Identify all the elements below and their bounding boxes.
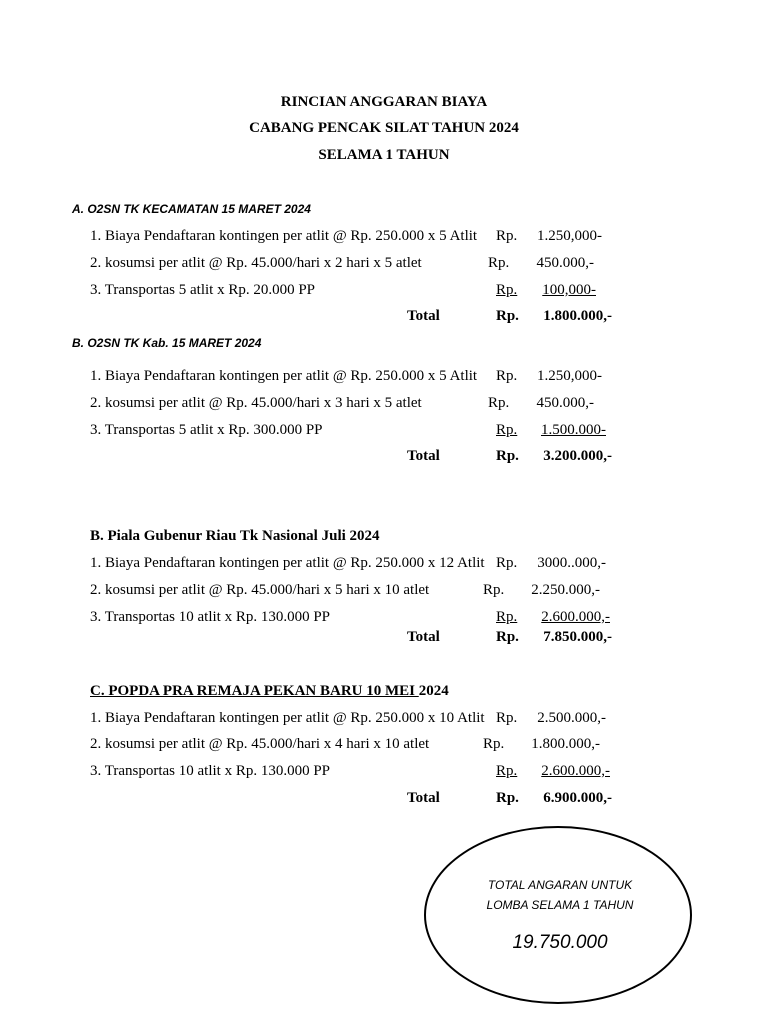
item-description: 1. Biaya Pendaftaran kontingen per atlit @ Rp. 250.000 x 12 Atlit: [90, 555, 485, 571]
item-description: 3. Transportas 10 atlit x Rp. 130.000 PP: [90, 763, 331, 779]
document-title-line-2: CABANG PENCAK SILAT TAHUN 2024: [249, 120, 519, 136]
document-title-line-3: SELAMA 1 TAHUN: [318, 147, 450, 163]
item-currency-underlined: Rp.: [496, 763, 518, 779]
item-description: 3. Transportas 5 atlit x Rp. 300.000 PP: [90, 422, 323, 438]
item-amount: 2.500.000,-: [537, 710, 606, 726]
document-title-line-1: RINCIAN ANGGARAN BIAYA: [280, 94, 488, 110]
grand-total-label-line-1: TOTAL ANGARAN UNTUK: [487, 878, 633, 892]
section-heading: [90, 683, 449, 700]
total-amount: 1.800.000,-: [543, 308, 612, 324]
item-description: 2. kosumsi per atlit @ Rp. 45.000/hari x 4 hari x 10 atlet: [90, 736, 430, 752]
item-amount: 3000..000,-: [537, 555, 606, 571]
total-currency: Rp.: [496, 308, 519, 324]
total-amount: 3.200.000,-: [543, 448, 612, 464]
item-currency: Rp.: [488, 255, 510, 271]
item-currency: Rp.: [483, 582, 505, 598]
item-amount: 1.250,000-: [537, 368, 602, 384]
section-heading: B. O2SN TK Kab. 15 MARET 2024: [72, 336, 262, 350]
item-description: 1. Biaya Pendaftaran kontingen per atlit @ Rp. 250.000 x 10 Atlit: [90, 710, 485, 726]
item-description: 3. Transportas 10 atlit x Rp. 130.000 PP: [90, 609, 331, 625]
item-amount: 2.250.000,-: [531, 582, 600, 598]
total-amount: 7.850.000,-: [543, 629, 612, 645]
item-currency: Rp.: [496, 555, 518, 571]
grand-total-ellipse: [424, 826, 692, 1004]
item-description: 2. kosumsi per atlit @ Rp. 45.000/hari x 3 hari x 5 atlet: [90, 395, 422, 411]
section-heading: A. O2SN TK KECAMATAN 15 MARET 2024: [72, 202, 311, 216]
item-currency: Rp.: [496, 368, 518, 384]
item-currency-underlined: Rp.: [496, 609, 518, 625]
item-amount: 1.500.000-: [541, 422, 606, 438]
item-description: 2. kosumsi per atlit @ Rp. 45.000/hari x 5 hari x 10 atlet: [90, 582, 430, 598]
total-label: Total: [407, 629, 440, 645]
section-heading: B. Piala Gubenur Riau Tk Nasional Juli 2024: [90, 528, 380, 544]
grand-total-amount: 19.750.000: [512, 932, 608, 953]
item-currency-underlined: Rp.: [496, 282, 518, 298]
total-label: Total: [407, 308, 440, 324]
total-currency: Rp.: [496, 448, 519, 464]
item-description: 3. Transportas 5 atlit x Rp. 20.000 PP: [90, 282, 316, 298]
item-amount: 100,000-: [542, 282, 596, 298]
total-label: Total: [407, 790, 440, 806]
total-label: Total: [407, 448, 440, 464]
item-currency: Rp.: [496, 228, 518, 244]
item-description: 2. kosumsi per atlit @ Rp. 45.000/hari x 2 hari x 5 atlet: [90, 255, 422, 271]
item-amount: 2.600.000,-: [541, 609, 610, 625]
item-amount: 450.000,-: [536, 255, 594, 271]
total-currency: Rp.: [496, 790, 519, 806]
total-currency: Rp.: [496, 629, 519, 645]
section-heading-underlined-part: C. POPDA PRA REMAJA PEKAN BARU 10 MEI: [90, 683, 419, 699]
item-description: 1. Biaya Pendaftaran kontingen per atlit @ Rp. 250.000 x 5 Atlit: [90, 368, 478, 384]
item-amount: 2.600.000,-: [541, 763, 610, 779]
item-currency: Rp.: [488, 395, 510, 411]
item-amount: 1.800.000,-: [531, 736, 600, 752]
item-currency-underlined: Rp.: [496, 422, 518, 438]
item-amount: 450.000,-: [536, 395, 594, 411]
grand-total-label-line-2: LOMBA SELAMA 1 TAHUN: [486, 898, 634, 912]
item-amount: 1.250,000-: [537, 228, 602, 244]
item-currency: Rp.: [496, 710, 518, 726]
item-currency: Rp.: [483, 736, 505, 752]
section-heading-year: 2024: [418, 683, 449, 699]
total-amount: 6.900.000,-: [543, 790, 612, 806]
item-description: 1. Biaya Pendaftaran kontingen per atlit @ Rp. 250.000 x 5 Atlit: [90, 228, 478, 244]
